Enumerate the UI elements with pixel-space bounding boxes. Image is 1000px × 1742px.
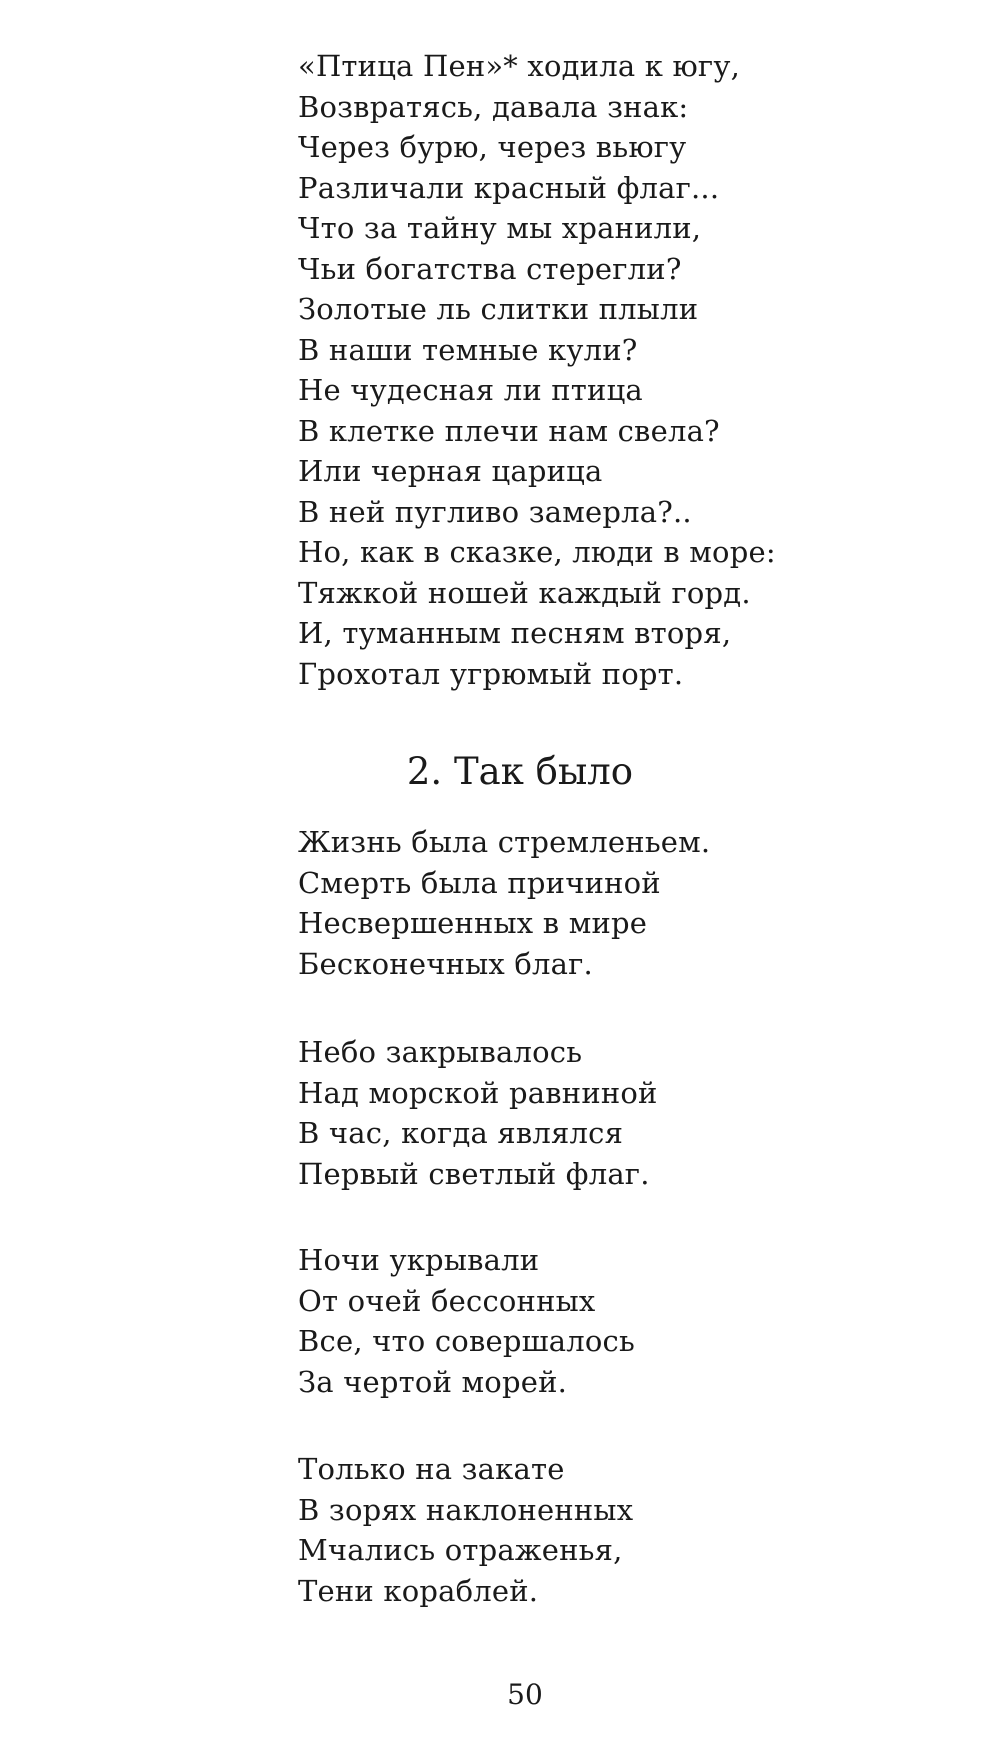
poem-part2-stanza-3 — [298, 1240, 635, 1402]
verse-line: И, туманным песням вторя, — [298, 616, 732, 650]
poem-part2-stanza-4 — [298, 1449, 633, 1611]
poem-part2-stanza-1 — [298, 822, 710, 984]
verse-line: Чьи богатства стерегли? — [298, 251, 682, 286]
verse-line: Над морской равниной — [298, 1075, 658, 1110]
verse-line: Бесконечных благ. — [298, 946, 593, 981]
verse-line: Смерть была причиной — [298, 865, 661, 900]
verse-line: Тени кораблей. — [298, 1573, 539, 1608]
poem-part2-stanza-2 — [298, 1032, 658, 1194]
verse-line: Золотые ль слитки плыли — [298, 292, 699, 326]
verse-line: От очей бессонных — [298, 1283, 596, 1318]
verse-line: Или черная царица — [298, 454, 603, 488]
verse-line: Грохотал угрюмый порт. — [298, 656, 684, 691]
verse-line: Все, что совершалось — [298, 1324, 635, 1358]
verse-line: Что за тайну мы хранили, — [298, 211, 702, 245]
verse-line: В клетке плечи нам свела? — [298, 413, 720, 448]
verse-line: В зорях наклоненных — [298, 1492, 634, 1527]
verse-line: Первый светлый флаг. — [298, 1156, 650, 1191]
verse-line: «Птица Пен»* ходила к югу, — [298, 49, 740, 83]
verse-line: За чертой морей. — [298, 1364, 568, 1399]
verse-line: Не чудесная ли птица — [298, 373, 643, 407]
verse-line: Только на закате — [298, 1452, 565, 1486]
verse-line: Возвратясь, давала знак: — [298, 89, 689, 124]
section-title: 2. Так было — [406, 750, 634, 793]
verse-line: Ночи укрывали — [298, 1243, 540, 1277]
poem-part1-stanza — [298, 46, 776, 694]
verse-line: Мчались отраженья, — [298, 1533, 623, 1567]
verse-line: В наши темные кули? — [298, 332, 638, 367]
page-number: 50 — [507, 1678, 543, 1711]
verse-line: Но, как в сказке, люди в море: — [298, 535, 776, 569]
verse-line: Различали красный флаг... — [298, 170, 720, 205]
verse-line: В ней пугливо замерла?.. — [298, 494, 692, 529]
verse-line: Несвершенных в мире — [298, 906, 648, 940]
verse-line: Небо закрывалось — [298, 1035, 583, 1069]
verse-line: Тяжкой ношей каждый горд. — [298, 575, 751, 610]
verse-line: Через бурю, через вьюгу — [298, 130, 687, 164]
verse-line: Жизнь была стремленьем. — [298, 825, 711, 859]
verse-line: В час, когда являлся — [298, 1116, 624, 1150]
